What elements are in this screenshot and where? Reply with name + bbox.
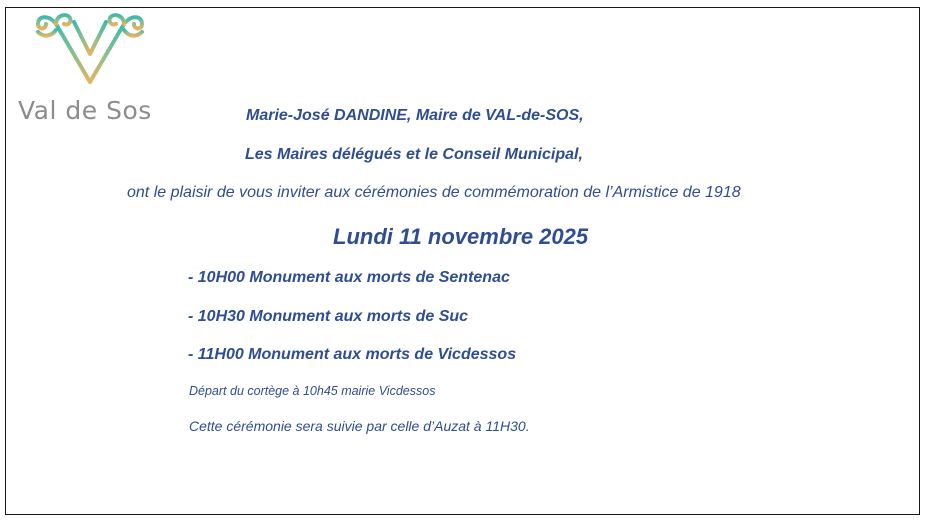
mayor-line: Marie-José DANDINE, Maire de VAL-de-SOS, — [246, 107, 584, 124]
invitation-line: ont le plaisir de vous inviter aux cérémonies de commémoration de l’Armistice de 1918 — [127, 184, 741, 201]
event-date: Lundi 11 novembre 2025 — [333, 224, 589, 249]
followup-note: Cette cérémonie sera suivie par celle d’Auzat à 11H30. — [189, 418, 530, 434]
schedule-item: - 11H00 Monument aux morts de Vicdessos — [188, 346, 517, 363]
schedule-item: - 10H00 Monument aux morts de Sentenac — [188, 269, 510, 286]
logo-emblem-icon — [34, 10, 146, 86]
schedule-item: - 10H30 Monument aux morts de Suc — [188, 308, 469, 325]
council-line: Les Maires délégués et le Conseil Municipal, — [245, 146, 583, 163]
procession-note: Départ du cortège à 10h45 mairie Vicdessos — [189, 384, 436, 398]
val-de-sos-logo — [18, 10, 168, 130]
logo-text: Val de Sos — [18, 96, 152, 125]
